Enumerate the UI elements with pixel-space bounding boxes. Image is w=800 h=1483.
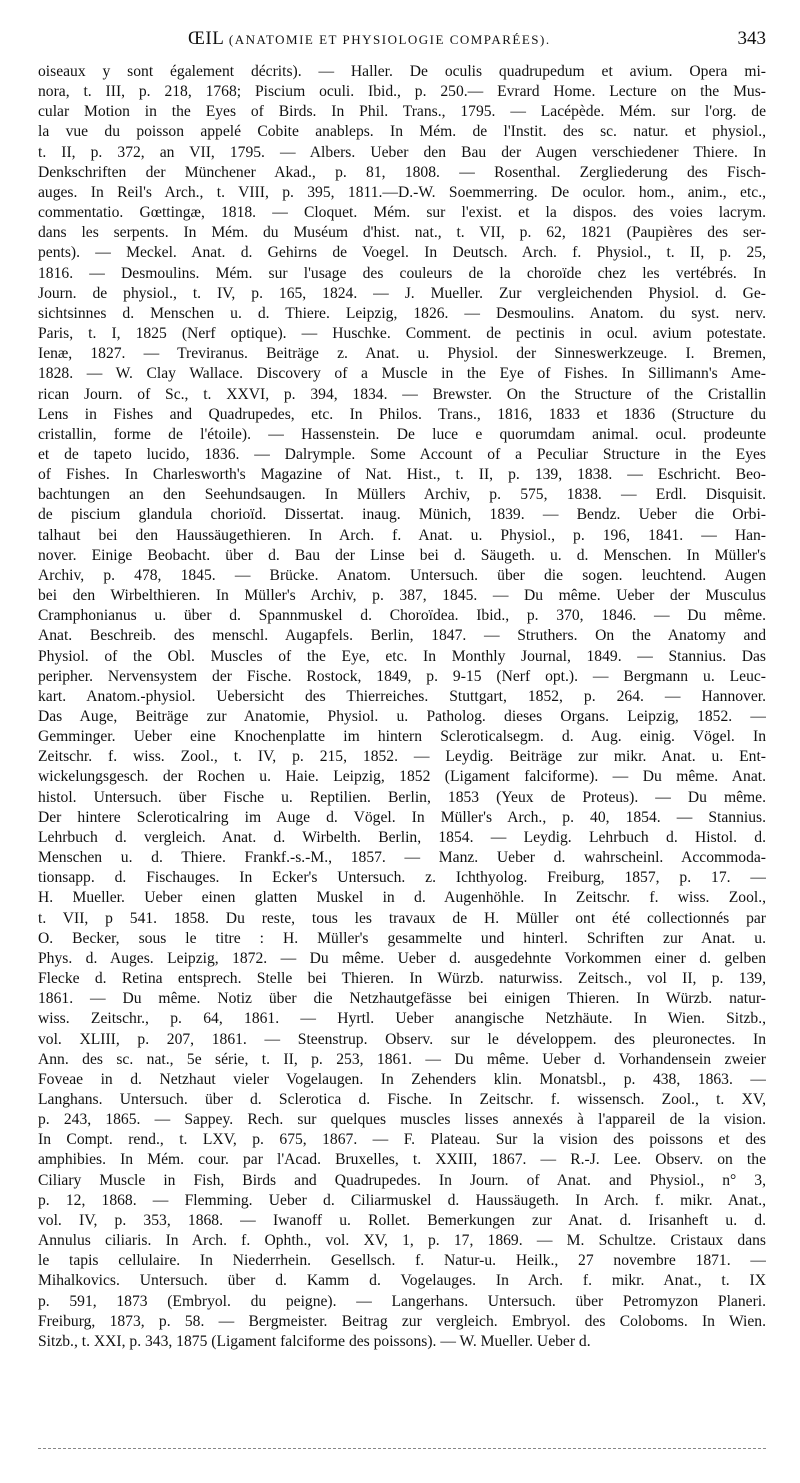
running-title-subtitle: (ANATOMIE ET PHYSIOLOGIE COMPARÉES). [228,32,551,47]
text-line: pents). — Meckel. Anat. d. Gehirns de Voegel. In Deutsch. Arch. f. Physiol., t. II, p. 25, [38,244,766,262]
text-line: Paris, t. I, 1825 (Nerf optique). — Huschke. Comment. de pectinis in ocul. avium potestate. [38,325,766,343]
text-line: wiss. Zeitschr., p. 64, 1861. — Hyrtl. Ueber anangische Netzhäute. In Wien. Sitzb., [38,1010,766,1028]
text-line: dans les serpents. In Mém. du Muséum d'hist. nat., t. VII, p. 62, 1821 (Paupières des ser- [38,224,766,242]
running-title [188,28,551,50]
text-line: bachtungen an den Seehundsaugen. In Müllers Archiv, p. 575, 1838. — Erdl. Disquisit. [38,486,766,504]
text-line: nover. Einige Beobacht. über d. Bau der Linse bei d. Säugeth. u. d. Menschen. In Müller's [38,546,766,564]
text-line: p. 12, 1868. — Flemming. Ueber d. Ciliarmuskel d. Haussäugeth. In Arch. f. mikr. Anat., [38,1191,766,1209]
text-line: Flecke d. Retina entsprech. Stelle bei Thieren. In Würzb. naturwiss. Zeitsch., vol II, p. 139, [38,970,766,988]
text-line: Sitzb., t. XXI, p. 343, 1875 (Ligament falciforme des poissons). — W. Mueller. Ueber d. [38,1332,591,1350]
text-line: Lens in Fishes and Quadrupedes, etc. In Philos. Trans., 1816, 1833 et 1836 (Structure du [38,405,766,423]
text-line: peripher. Nervensystem der Fische. Rostock, 1849, p. 9-15 (Nerf opt.). — Bergmann u. Leuc- [38,667,766,685]
text-line: t. II, p. 372, an VII, 1795. — Albers. Ueber den Bau der Augen verschiedener Thiere. In [38,143,766,161]
text-line: kart. Anatom.-physiol. Uebersicht des Thierreiches. Stuttgart, 1852, p. 264. — Hannover. [38,687,766,705]
text-line: wickelungsgesch. der Rochen u. Haie. Leipzig, 1852 (Ligament falciforme). — Du même. Anat. [38,768,766,786]
text-line: Annulus ciliaris. In Arch. f. Ophth., vol. XV, 1, p. 17, 1869. — M. Schultze. Cristaux dans [38,1232,766,1250]
text-line: Langhans. Untersuch. über d. Sclerotica d. Fische. In Zeitschr. f. wissensch. Zool., t. XV, [38,1090,766,1108]
text-line: le tapis cellulaire. In Niederrhein. Gesellsch. f. Natur-u. Heilk., 27 novembre 1871. — [38,1252,766,1270]
text-line: vol. IV, p. 353, 1868. — Iwanoff u. Rollet. Bemerkungen zur Anat. d. Irisanheft u. d. [38,1211,766,1229]
text-line: cular Motion in the Eyes of Birds. In Phil. Trans., 1795. — Lacépède. Mém. sur l'org. de [38,103,766,121]
page-number: 343 [737,28,766,49]
text-line: oiseaux y sont également décrits). — Haller. De oculis quadrupedum et avium. Opera mi- [38,63,766,80]
text-line: Gemminger. Ueber eine Knochenplatte im hintern Scleroticalsegm. d. Aug. einig. Vögel. In [38,728,766,746]
text-line: O. Becker, sous le titre : H. Müller's gesammelte und hinterl. Schriften zur Anat. u. [38,929,766,947]
text-line: talhaut bei den Haussäugethieren. In Arch. f. Anat. u. Physiol., p. 196, 1841. — Han- [38,526,766,544]
text-line: Menschen u. d. Thiere. Frankf.-s.-M., 1857. — Manz. Ueber d. wahrscheinl. Accommoda- [38,849,766,867]
text-line: la vue du poisson appelé Cobite anableps. In Mém. de l'Instit. des sc. natur. et physiol., [38,123,766,141]
text-line: Ciliary Muscle in Fish, Birds and Quadrupedes. In Journ. of Anat. and Physiol., n° 3, [38,1171,766,1189]
text-line: Der hintere Scleroticalring im Auge d. Vögel. In Müller's Arch., p. 40, 1854. — Stannius. [38,808,766,826]
text-line: tionsapp. d. Fischauges. In Ecker's Untersuch. z. Ichthyolog. Freiburg, 1857, p. 17. — [38,869,766,887]
text-line: vol. XLIII, p. 207, 1861. — Steenstrup. Observ. sur le développem. des pleuronectes. In [38,1030,766,1048]
text-line: Physiol. of the Obl. Muscles of the Eye, etc. In Monthly Journal, 1849. — Stannius. Das [38,647,766,665]
text-line: p. 591, 1873 (Embryol. du peigne). — Langerhans. Untersuch. über Petromyzon Planeri. [38,1292,766,1310]
text-line: Archiv, p. 478, 1845. — Brücke. Anatom. Untersuch. über die sogen. leuchtend. Augen [38,566,766,584]
text-line: Zeitschr. f. wiss. Zool., t. IV, p. 215, 1852. — Leydig. Beiträge zur mikr. Anat. u. Ent- [38,748,766,766]
text-line: Denkschriften der Münchener Akad., p. 81, 1808. — Rosenthal. Zergliederung des Fisch- [38,163,766,181]
text-line: amphibies. In Mém. cour. par l'Acad. Bruxelles, t. XXIII, 1867. — R.-J. Lee. Observ. on the [38,1151,766,1169]
text-line: Anat. Beschreib. des menschl. Augapfels. Berlin, 1847. — Struthers. On the Anatomy and [38,627,766,645]
text-line: Ann. des sc. nat., 5e série, t. II, p. 253, 1861. — Du même. Ueber d. Vorhandensein zweier [38,1050,766,1068]
text-line: bei den Wirbelthieren. In Müller's Archiv, p. 387, 1845. — Du même. Ueber der Musculus [38,587,766,605]
text-line: Foveae in d. Netzhaut vieler Vogelaugen. In Zehenders klin. Monatsbl., p. 438, 1863. — [38,1070,766,1088]
bibliography-text [38,62,766,1352]
text-line: In Compt. rend., t. LXV, p. 675, 1867. — F. Plateau. Sur la vision des poissons et des [38,1131,766,1149]
text-line: commentatio. Gœttingæ, 1818. — Cloquet. Mém. sur l'exist. et la dispos. des voies lacrym. [38,204,766,222]
page-header [38,28,766,62]
text-line: Ienæ, 1827. — Treviranus. Beiträge z. Anat. u. Physiol. der Sinneswerkzeuge. I. Bremen, [38,345,766,363]
text-line: Journ. de physiol., t. IV, p. 165, 1824. — J. Mueller. Zur vergleichenden Physiol. d. Ge- [38,284,766,302]
text-line: Freiburg, 1873, p. 58. — Bergmeister. Beitrag zur vergleich. Embryol. des Coloboms. In Wien. [38,1312,766,1330]
text-line: 1861. — Du même. Notiz über die Netzhautgefässe bei einigen Thieren. In Würzb. natur- [38,990,766,1008]
text-line: of Fishes. In Charlesworth's Magazine of Nat. Hist., t. II, p. 139, 1838. — Eschricht. Beo- [38,466,766,484]
text-line: Das Auge, Beiträge zur Anatomie, Physiol. u. Patholog. dieses Organs. Leipzig, 1852. — [38,708,766,725]
text-line: histol. Untersuch. über Fische u. Reptilien. Berlin, 1853 (Yeux de Proteus). — Du même. [38,788,766,806]
text-line: de piscium glandula chorioïd. Dissertat. inaug. Münich, 1839. — Bendz. Ueber die Orbi- [38,506,766,524]
text-line: 1828. — W. Clay Wallace. Discovery of a Muscle in the Eye of Fishes. In Sillimann's Ame- [38,365,766,383]
running-title-main: ŒIL [188,28,224,49]
text-line: Cramphonianus u. über d. Spannmuskel d. Choroïdea. Ibid., p. 370, 1846. — Du même. [38,607,766,625]
text-line: H. Mueller. Ueber einen glatten Muskel in d. Augenhöhle. In Zeitschr. f. wiss. Zool., [38,889,766,907]
text-line: cristallin, forme de l'étoile). — Hassenstein. De luce e quorumdam animal. ocul. prodeunte [38,425,766,443]
text-line: p. 243, 1865. — Sappey. Rech. sur quelques muscles lisses annexés à l'appareil de la vision. [38,1111,766,1129]
text-line: nora, t. III, p. 218, 1768; Piscium oculi. Ibid., p. 250.— Evrard Home. Lecture on the Mus- [38,83,766,101]
footer-rule [38,1448,766,1449]
text-line: Lehrbuch d. vergleich. Anat. d. Wirbelth. Berlin, 1854. — Leydig. Lehrbuch d. Histol. d. [38,828,766,846]
text-line: auges. In Reil's Arch., t. VIII, p. 395, 1811.—D.-W. Soemmerring. De oculor. hom., anim., etc., [38,183,766,201]
text-line: sichtsinnes d. Menschen u. d. Thiere. Leipzig, 1826. — Desmoulins. Anatom. du syst. nerv. [38,304,766,322]
text-line: rican Journ. of Sc., t. XXVI, p. 394, 1834. — Brewster. On the Structure of the Cristallin [38,385,766,403]
text-line: t. VII, p 541. 1858. Du reste, tous les travaux de H. Müller ont été collectionnés par [38,909,766,927]
text-line: Mihalkovics. Untersuch. über d. Kamm d. Vogelauges. In Arch. f. mikr. Anat., t. IX [38,1272,766,1290]
text-line: et de tapeto lucido, 1836. — Dalrymple. Some Account of a Peculiar Structure in the Eyes [38,445,766,463]
text-line: Phys. d. Auges. Leipzig, 1872. — Du même. Ueber d. ausgedehnte Vorkommen einer d. gelben [38,949,766,967]
text-line: 1816. — Desmoulins. Mém. sur l'usage des couleurs de la choroïde chez les vertébrés. In [38,264,766,282]
